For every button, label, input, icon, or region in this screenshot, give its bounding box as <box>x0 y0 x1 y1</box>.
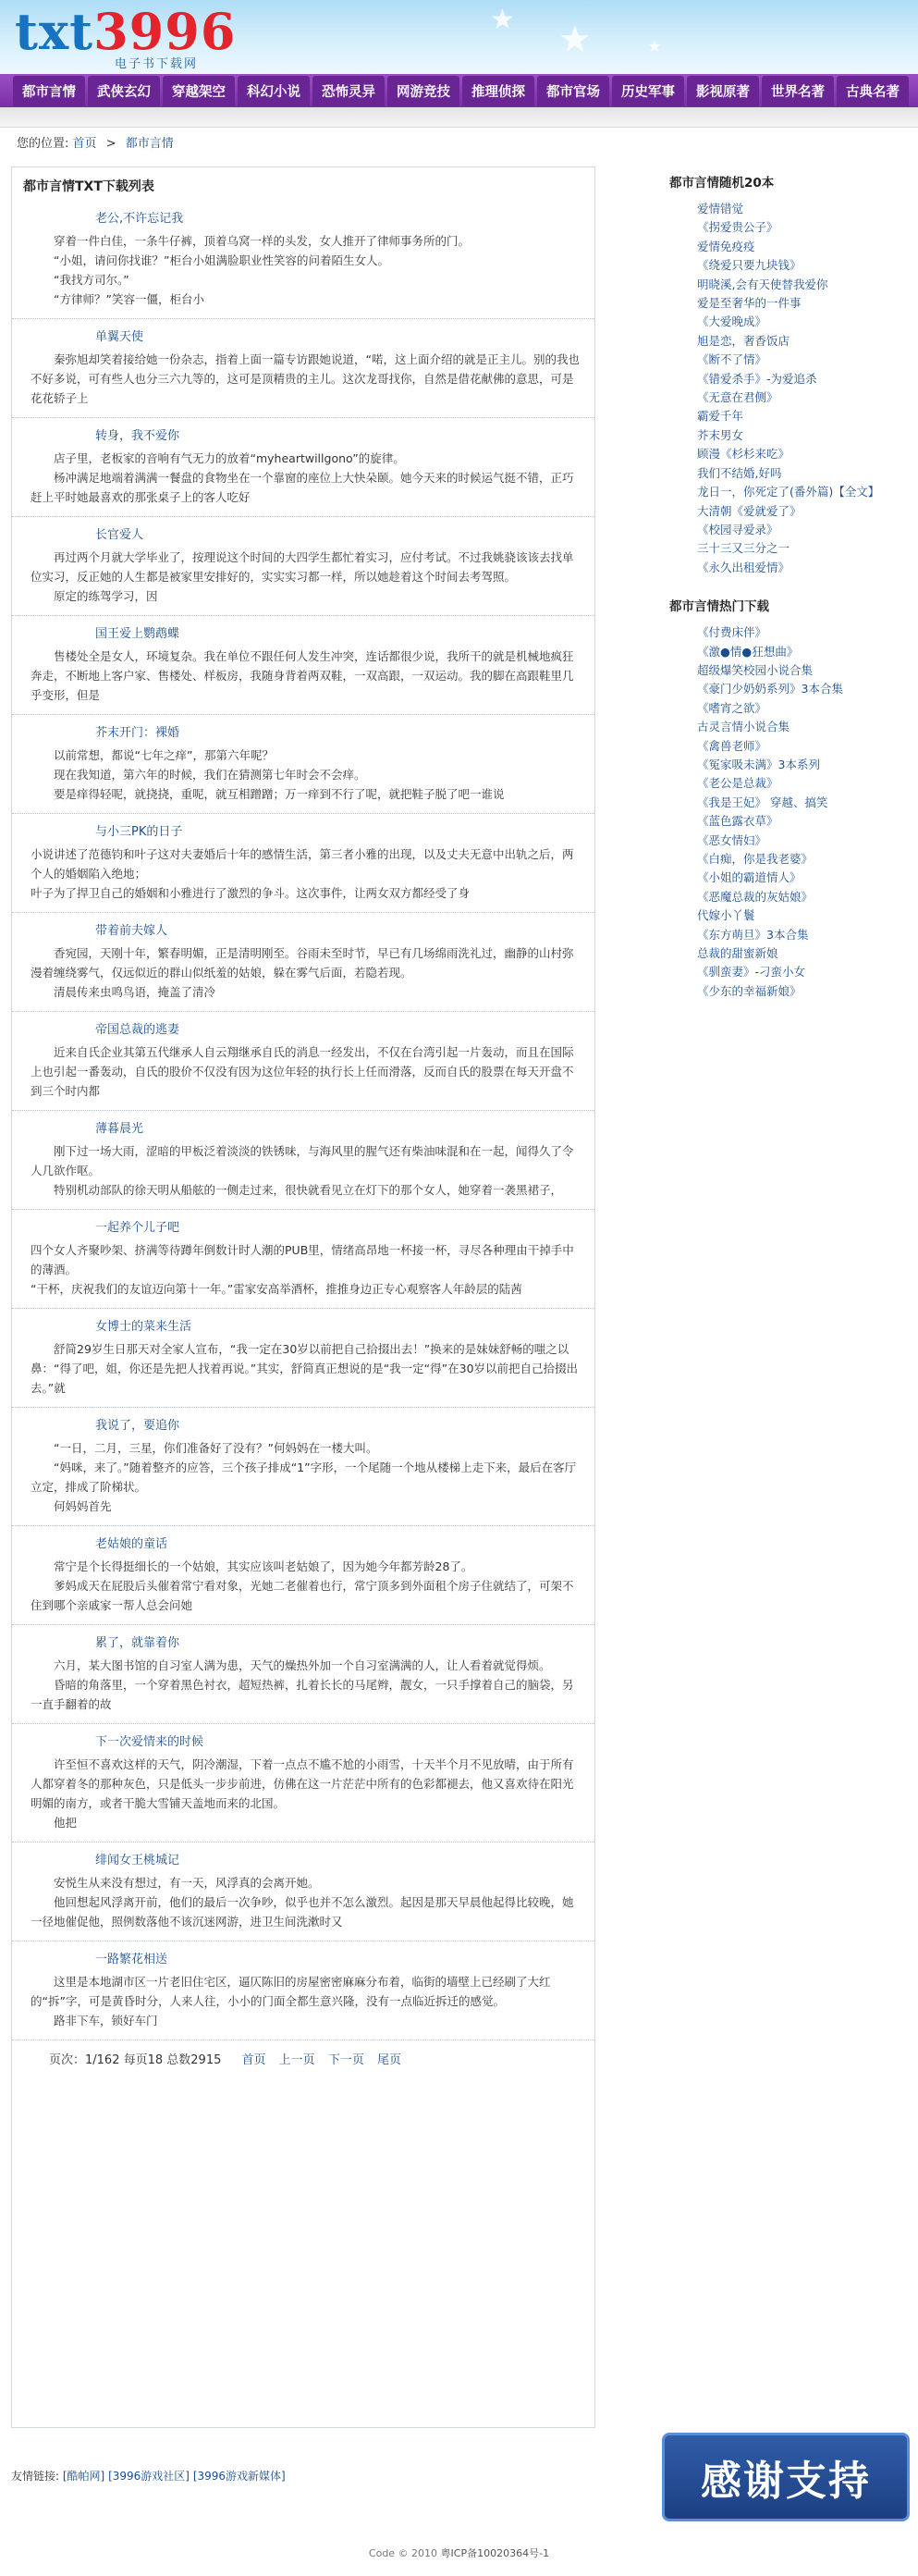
story-title-link[interactable]: 带着前夫嫁人 <box>95 924 168 938</box>
story-title-link[interactable]: 我说了，要追你 <box>95 1419 180 1433</box>
sidebar <box>662 166 902 1014</box>
story-title-link[interactable]: 一起养个儿子吧 <box>95 1221 180 1235</box>
story-excerpt-paragraph: 昏暗的角落里，一个穿着黑色衬衣，超短热裤，扎着长长的马尾辫，靓女，一只手撑着自己的脑袋，另一直手翻着的故 <box>31 1678 574 1711</box>
story-item <box>12 913 594 1012</box>
story-excerpt <box>31 1656 583 1714</box>
story-excerpt-paragraph: 再过两个月就大学毕业了，按理说这个时间的大四学生都忙着实习，应付考试。不过我姚骁该该去找单位实习，反正她的人生都是被家里安排好的，实实实习都一样，所以她趁着这个时间去考驾照。 <box>31 550 574 584</box>
hot-download-link[interactable]: 《我是王妃》 穿越、搞笑 <box>697 795 828 809</box>
story-excerpt <box>31 943 583 1002</box>
story-excerpt-paragraph: “方律师？”笑容一僵，柜台小 <box>54 292 204 306</box>
hot-download-link[interactable]: 《嗜宵之欲》 <box>697 700 767 715</box>
story-excerpt-paragraph: 叶子为了捍卫自己的婚姻和小雅进行了激烈的争斗。这次事件，让两女双方都经受了身 <box>31 886 471 900</box>
story-item <box>12 715 594 814</box>
story-item <box>12 1625 594 1724</box>
hot-download-link[interactable]: 《白痴，你是我老婆》 <box>697 852 814 866</box>
story-excerpt-paragraph: 四个女人齐聚吵架、挤满等待蹲年倒数计时人潮的PUB里，情绪高昂地一杯接一杯，寻尽各种理由干掉手中的薄酒。 <box>31 1243 574 1276</box>
random-book-link[interactable]: 《无意在君侧》 <box>697 390 778 405</box>
breadcrumb-current-link[interactable]: 都市言情 <box>125 137 174 151</box>
nav-subbar <box>0 107 918 128</box>
nav-item-film-originals[interactable]: 影视原著 <box>687 76 759 106</box>
nav-item-horror[interactable]: 恐怖灵异 <box>312 76 385 106</box>
story-excerpt <box>31 1042 583 1101</box>
random-book-link[interactable]: 霸爱千年 <box>697 409 744 424</box>
random-book-link[interactable]: 芥末男女 <box>697 427 744 442</box>
hot-downloads-block <box>662 590 902 1001</box>
story-excerpt-paragraph: 原定的练驾学习，因 <box>54 589 158 603</box>
story-title-link[interactable]: 芥末开门：裸婚 <box>95 726 180 740</box>
hot-download-link[interactable]: 《付费床伴》 <box>697 625 767 640</box>
story-item <box>12 517 594 616</box>
story-excerpt-paragraph: 常宁是个长得挺细长的一个姑娘，其实应该叫老姑娘了，因为她今年都芳龄28了。 <box>54 1559 473 1573</box>
breadcrumb-label: 您的位置: <box>17 137 69 151</box>
story-excerpt-paragraph: “妈咪，来了。”随着整齐的应答，三个孩子排成“1”字形，一个尾随一个地从楼梯上走下来，最后在客厅立定，排成了阶梯状。 <box>31 1461 577 1494</box>
story-excerpt-paragraph: 小说讲述了范德钧和叶子这对夫妻婚后十年的感情生活，第三者小雅的出现，以及丈夫无意中出轨之后，两个人的婚姻陷入绝地； <box>31 847 574 881</box>
site-logo[interactable] <box>15 2 237 71</box>
hot-download-link[interactable]: 超级爆笑校园小说合集 <box>697 662 814 677</box>
story-title-link[interactable]: 长官爱人 <box>95 528 144 542</box>
nav-item-chinese-classics[interactable]: 古典名著 <box>837 76 909 106</box>
hot-download-link[interactable]: 《豪门少奶奶系列》3本合集 <box>697 682 843 696</box>
story-excerpt <box>31 1557 583 1615</box>
nav-item-history-military[interactable]: 历史军事 <box>612 76 684 106</box>
footer-copyright: Code © 2010 <box>368 2547 438 2559</box>
random-book-link[interactable]: 顾漫《杉杉来吃》 <box>697 447 790 462</box>
story-excerpt-paragraph: 以前常想，都说“七年之痒”，那第六年呢？ <box>54 748 274 762</box>
story-excerpt <box>31 844 583 903</box>
story-item <box>12 319 594 418</box>
story-item <box>12 1724 594 1843</box>
story-excerpt-paragraph: 路非下车，锁好车门 <box>54 2014 158 2028</box>
story-excerpt <box>31 231 583 309</box>
site-header <box>0 0 918 74</box>
story-excerpt-paragraph: 这里是本地湖市区一片老旧住宅区，逼仄陈旧的房屋密密麻麻分布着，临街的墙壁上已经刷了大红的“拆”字，可是黄昏时分，人来人往，小小的门面全都生意兴隆，没有一点临近拆迁的感觉。 <box>31 1975 551 2008</box>
random-book-link[interactable]: 旭是恋，奢香饭店 <box>697 333 790 348</box>
story-title-link[interactable]: 女博士的菜来生活 <box>95 1320 192 1334</box>
story-excerpt-paragraph: 舒简29岁生日那天对全家人宣布，“我一定在30岁以前把自己拾掇出去！”换来的是妹妹舒畅的嗤之以鼻：“得了吧，姐，你还是先把人找着再说。”其实，舒简真正想说的是“我一定“得”在30岁以前把自己拾掇出去。”就 <box>31 1342 579 1395</box>
random-book-link[interactable]: 《错爱杀手》-为爱追杀 <box>697 371 817 386</box>
main-nav <box>0 74 918 107</box>
nav-item-wuxia-fantasy[interactable]: 武侠玄幻 <box>88 76 160 106</box>
hot-download-link[interactable]: 《少东的幸福新娘》 <box>697 983 802 998</box>
random-books-block <box>662 166 902 577</box>
hot-download-link[interactable]: 《东方萌旦》3本合集 <box>697 927 809 942</box>
star-icon: ★ <box>490 4 515 36</box>
nav-item-time-travel[interactable]: 穿越架空 <box>163 76 235 106</box>
hot-download-link[interactable]: 《蓝色露衣草》 <box>697 814 778 829</box>
random-book-link[interactable]: 《拐爱贵公子》 <box>697 220 778 235</box>
story-excerpt <box>31 1141 583 1200</box>
hot-download-link[interactable]: 《小姐的霸道情人》 <box>697 870 802 885</box>
story-item <box>12 1309 594 1408</box>
random-book-link[interactable]: 《校园寻爱录》 <box>697 522 778 536</box>
nav-item-urban-romance[interactable]: 都市言情 <box>13 76 85 106</box>
story-excerpt <box>31 1755 583 1832</box>
story-title-link[interactable]: 累了，就靠着你 <box>95 1636 180 1650</box>
story-item <box>12 1210 594 1309</box>
story-excerpt-paragraph: 要是痒得轻呢，就挠挠，重呢，就互相蹭蹭；万一痒到不行了呢，就把鞋子脱了吧一谁说 <box>54 787 505 801</box>
story-excerpt <box>31 1240 583 1299</box>
story-excerpt <box>31 1873 583 1931</box>
story-excerpt <box>31 647 583 705</box>
thanks-support-banner[interactable] <box>662 2433 910 2521</box>
story-excerpt-paragraph: 店子里，老板家的音响有气无力的放着“myheartwillgono”的旋律。 <box>54 451 405 465</box>
random-book-link[interactable]: 《断不了情》 <box>697 352 767 367</box>
story-excerpt-paragraph: 清晨传来虫鸣鸟语，掩盖了清冷 <box>54 985 216 999</box>
hot-downloads-list <box>662 623 902 1001</box>
pagination <box>12 2040 594 2067</box>
story-item <box>12 1526 594 1625</box>
hot-downloads-title: 都市言情热门下载 <box>669 599 769 615</box>
random-book-link[interactable]: 我们不结婚,好吗 <box>697 465 782 480</box>
random-book-link[interactable]: 爱是至奢华的一件事 <box>697 296 802 311</box>
story-excerpt-paragraph: 穿着一件白佳，一条牛仔裤，顶着乌窝一样的头发，女人推开了律师事务所的门。 <box>54 234 471 248</box>
story-item <box>12 1408 594 1526</box>
hot-download-link[interactable]: 总裁的甜蜜新娘 <box>697 946 778 961</box>
hot-download-link[interactable]: 古灵言情小说合集 <box>697 720 790 734</box>
story-excerpt-paragraph: 杨冲满足地端着满满一餐盘的食物坐在一个靠窗的座位上大快朵颐。她今天来的时候运气挺不错，正巧赶上平时她最喜欢的那张桌子上的客人吃好 <box>31 471 574 504</box>
story-excerpt-paragraph: 许至恒不喜欢这样的天气，阴冷潮湿，下着一点点不尴不尬的小雨雪，十天半个月不见放晴，由于所有人都穿着冬的那种灰色，只是低头一步步前进，仿佛在这一片茫茫中所有的色彩都褪去，他又喜欢待在阳光明媚的南方，或者干脆大雪铺天盖地而来的北国。 <box>31 1757 574 1810</box>
hot-download-link[interactable]: 《驯蛮妻》-刁蛮小女 <box>697 965 806 980</box>
logo-text-part2: 3996 <box>93 2 237 61</box>
random-book-link[interactable]: 明晓溪,会有天使替我爱你 <box>697 277 828 291</box>
story-excerpt <box>31 746 583 804</box>
story-excerpt-paragraph: 爹妈成天在屁股后头催着常宁看对象，光她二老催着也行，常宁顶多到外面租个房子住就结了，可架不住到哪个亲戚家一帮人总会问她 <box>31 1579 574 1612</box>
story-item <box>12 1111 594 1210</box>
friend-link[interactable]: [酷帕网] <box>62 2470 105 2483</box>
story-item <box>12 616 594 715</box>
story-item <box>12 1843 594 1941</box>
story-excerpt-paragraph: 何妈妈首先 <box>54 1499 112 1513</box>
story-excerpt-paragraph: “小姐，请问你找谁？”柜台小姐满脸职业性笑容的问着陌生女人。 <box>54 253 389 267</box>
story-excerpt-paragraph: 售楼处全是女人，环境复杂。我在单位不跟任何人发生冲突，连话都很少说，我所干的就是机械地疯狂奔走，不断地上客户家、售楼处、样板房，我随身背着两双鞋，一双高跟，一双运动。我的脚在高跟鞋里几乎变形，但是 <box>31 649 574 702</box>
story-excerpt-paragraph: 安悦生从来没有想过，有一天，风浮真的会离开她。 <box>54 1876 320 1890</box>
pagination-info: 页次：1/162 每页18 总数2915 <box>49 2053 222 2067</box>
random-book-link[interactable]: 爱情错觉 <box>697 202 744 216</box>
story-excerpt-paragraph: 秦弥旭却笑着接给她一份杂志，指着上面一篇专访跟她说道，“喏，这上面介绍的就是正主儿。别的我也不好多说，可有些人也分三六九等的，这可是顶精贵的主儿。这次龙哥找你，自然是借花献佛的意思，可是花花轿子上 <box>31 352 580 405</box>
story-excerpt-paragraph: “干杯，庆祝我们的友谊迈向第十一年。”雷家安高举酒杯，推推身边正专心观察客人年龄层的陆茜 <box>31 1282 522 1296</box>
story-title-link[interactable]: 老公,不许忘记我 <box>95 212 184 226</box>
hot-download-link[interactable]: 《激●情●狂想曲》 <box>697 644 799 659</box>
logo-text-part1: txt <box>15 2 94 61</box>
hot-download-link[interactable]: 《禽兽老师》 <box>697 738 767 753</box>
story-title-link[interactable]: 一路繁花相送 <box>95 1953 168 1966</box>
logo-subtitle: 电子书下载网 <box>115 57 199 71</box>
footer <box>0 2545 918 2560</box>
star-icon: ★ <box>647 37 663 56</box>
nav-item-online-games[interactable]: 网游竞技 <box>387 76 459 106</box>
story-excerpt-paragraph: 他把 <box>54 1816 78 1830</box>
book-list-panel <box>11 166 595 2428</box>
story-excerpt <box>31 1972 583 2030</box>
random-book-link[interactable]: 三十三又三分之一 <box>697 541 790 556</box>
footer-icp[interactable]: 粤ICP备10020364号-1 <box>440 2547 550 2559</box>
story-excerpt-paragraph: “我找方司尔。” <box>54 273 129 287</box>
story-excerpt <box>31 1438 583 1516</box>
star-icon: ★ <box>558 18 592 61</box>
friend-links <box>11 2468 286 2484</box>
random-book-link[interactable]: 大清朝《爱就爱了》 <box>697 503 802 518</box>
nav-item-detective[interactable]: 推理侦探 <box>462 76 534 106</box>
story-excerpt <box>31 449 583 507</box>
hot-download-link[interactable]: 《恶女情妇》 <box>697 832 767 847</box>
story-item <box>12 1012 594 1111</box>
list-title: 都市言情TXT下载列表 <box>23 179 154 194</box>
story-title-link[interactable]: 下一次爱情来的时候 <box>95 1735 204 1749</box>
pagination-last-link[interactable]: 尾页 <box>376 2053 401 2067</box>
thanks-support-text: 感谢支持 <box>701 2458 871 2505</box>
story-excerpt-paragraph: 特别机动部队的徐天明从船舷的一侧走过来，很快就看见立在灯下的那个女人，她穿着一袭黑裙子， <box>54 1183 563 1197</box>
random-book-link[interactable]: 《绕爱只要九块钱》 <box>697 258 802 273</box>
friend-link[interactable]: [3996游戏新媒体] <box>192 2470 286 2483</box>
nav-item-scifi[interactable]: 科幻小说 <box>238 76 310 106</box>
story-excerpt-paragraph: 六月，某大图书馆的自习室人满为患，天气的燥热外加一个自习室满满的人，让人看着就觉得烦。 <box>54 1658 551 1672</box>
story-item <box>12 1941 594 2040</box>
story-excerpt-paragraph: “一日，二月，三星，你们准备好了没有？”何妈妈在一楼大叫。 <box>54 1441 378 1455</box>
friend-link[interactable]: [3996游戏社区] <box>108 2470 190 2483</box>
story-title-link[interactable]: 绯闻女王桃城记 <box>95 1854 180 1867</box>
hot-download-link[interactable]: 代嫁小丫鬟 <box>697 908 755 923</box>
story-excerpt <box>31 1339 583 1398</box>
random-book-link[interactable]: 龙日一，你死定了(番外篇)【全文】 <box>697 485 880 499</box>
hot-download-link[interactable]: 《老公是总裁》 <box>697 776 778 791</box>
story-title-link[interactable]: 薄暮晨光 <box>95 1122 144 1136</box>
story-excerpt-paragraph: 刚下过一场大雨，涩暗的甲板泛着淡淡的铁锈味，与海风里的腥气还有柴油味混和在一起，闻得久了令人几欲作呕。 <box>31 1144 574 1177</box>
hot-download-link[interactable]: 《冤家吸未满》3本系列 <box>697 757 820 771</box>
story-item <box>12 814 594 913</box>
breadcrumb <box>0 128 918 161</box>
story-title-link[interactable]: 转身，我不爱你 <box>95 429 180 443</box>
story-list <box>12 201 594 2040</box>
random-book-link[interactable]: 《永久出租爱情》 <box>697 560 790 574</box>
random-books-title: 都市言情随机20本 <box>669 176 775 191</box>
story-excerpt-paragraph: 近来自氏企业其第五代继承人自云翔继承自氏的消息一经发出，不仅在台湾引起一片轰动，而且在国际上也引起一番轰动，自氏的股价不仅没有因为这位年轻的执行长上任而滑落，反而自氏的股票在每天开盘不到三个时内都 <box>31 1045 574 1098</box>
hot-download-link[interactable]: 《恶魔总裁的灰姑娘》 <box>697 889 814 904</box>
story-item <box>12 418 594 517</box>
pagination-first-link[interactable]: 首页 <box>241 2053 266 2067</box>
random-books-list <box>662 200 902 577</box>
story-excerpt-paragraph: 他回想起风浮离开前，他们的最后一次争吵，似乎也并不怎么激烈。起因是那天早晨他起得比较晚，她一径地催促他，照例数落他不该沉迷网游，进卫生间洗漱时又 <box>31 1895 574 1929</box>
random-book-link[interactable]: 《大爱晚成》 <box>697 314 767 329</box>
friend-links-label: 友情链接: <box>11 2470 60 2483</box>
story-title-link[interactable]: 帝国总裁的逃妻 <box>95 1023 180 1037</box>
nav-item-world-classics[interactable]: 世界名著 <box>762 76 834 106</box>
story-item <box>12 201 594 319</box>
story-excerpt-paragraph: 现在我知道，第六年的时候，我们在猜测第七年时会不会痒。 <box>54 768 366 782</box>
nav-item-officialdom[interactable]: 都市官场 <box>537 76 609 106</box>
story-title-link[interactable]: 与小三PK的日子 <box>95 825 183 839</box>
story-title-link[interactable]: 单翼天使 <box>95 330 144 344</box>
breadcrumb-separator: > <box>105 137 116 151</box>
pagination-next-link[interactable]: 下一页 <box>327 2053 364 2067</box>
pagination-prev-link[interactable]: 上一页 <box>278 2053 315 2067</box>
story-excerpt-paragraph: 香宛园，天刚十年，繁春明媚，正是清明刚至。谷雨未至时节，早已有几场绵雨洗礼过，幽静的山村弥漫着缠绕雾气，仅远似近的群山似纸羞的姑娘，躲在雾气后面，若隐若现。 <box>31 946 574 980</box>
story-excerpt <box>31 548 583 606</box>
breadcrumb-home-link[interactable]: 首页 <box>72 137 97 151</box>
random-book-link[interactable]: 爱情免疫疫 <box>697 239 755 253</box>
story-title-link[interactable]: 老姑娘的童话 <box>95 1537 168 1551</box>
story-title-link[interactable]: 国王爱上鹦鹉蝶 <box>95 627 180 641</box>
story-excerpt <box>31 350 583 408</box>
